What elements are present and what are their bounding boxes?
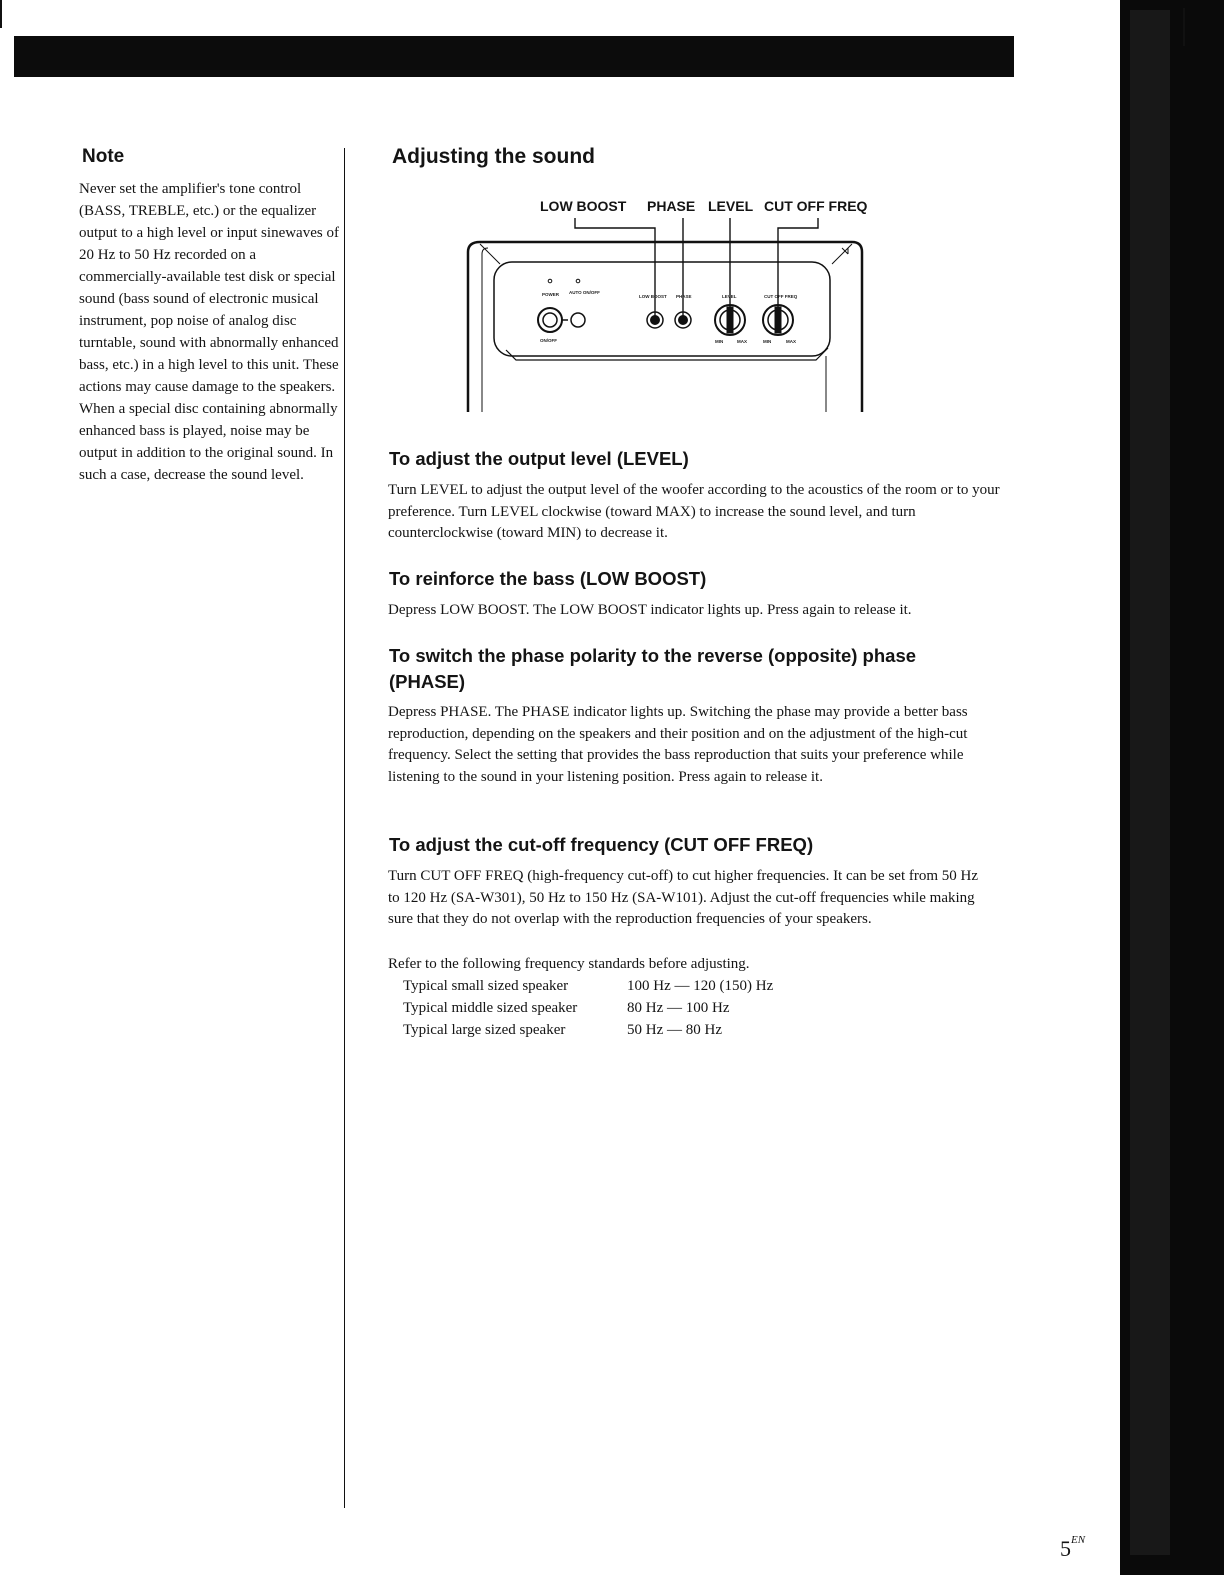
panel-label-min-2: MIN [763,339,772,344]
panel-label-power: POWER [542,292,560,297]
crop-mark [0,0,2,28]
header-bar [14,36,1014,77]
section-text-low-boost: Depress LOW BOOST. The LOW BOOST indicator lights up. Press again to release it. [388,602,912,618]
frequency-table [403,975,773,1041]
section-title-level: To adjust the output level (LEVEL) [389,448,689,469]
frequency-range: 80 Hz — 100 Hz [627,1000,730,1016]
panel-label-max: MAX [737,339,747,344]
section-text-phase: Depress PHASE. The PHASE indicator lights up. Switching the phase may provide a better bass reproduction, depending on the speakers and their position and on the adjustment of the high-cut frequency. Select the setting that provides the bass reproduction that suits your preference while listening to the sound in your listening position. Press again to release it. [388,704,968,786]
control-panel-diagram [456,190,876,418]
table-row [403,1019,773,1041]
panel-label-phase: PHASE [676,294,692,299]
page-number-value: 5 [1060,1536,1071,1561]
panel-label-auto: AUTO ON/OFF [569,290,600,295]
note-text: Never set the amplifier's tone control (BASS, TREBLE, etc.) or the equalizer output to a high level or input sinewaves of 20 Hz to 50 Hz recorded on a commercially-available test disk or special sound (bass sound of electronic musical instrument, pop noise of analog disc turntable, sound with abnormally enhanced bass, etc.) in a high level to this unit. These actions may cause damage to the speakers. When a special disc containing abnormally enhanced bass is played, noise may be output in addition to the original sound. In such a case, decrease the sound level. [79,181,339,483]
edge-strip-inner [1130,10,1170,1555]
crop-mark-right [1183,8,1185,46]
note-title: Note [82,146,125,167]
panel-label-min: MIN [715,339,724,344]
page-number-suffix: EN [1071,1534,1086,1546]
frequency-range: 100 Hz — 120 (150) Hz [627,978,774,994]
panel-label-cut-off: CUT OFF FREQ [764,294,798,299]
column-divider [344,148,345,1508]
speaker-type: Typical small sized speaker [403,978,569,994]
callout-low-boost: LOW BOOST [540,198,627,214]
callout-phase: PHASE [647,198,696,214]
section-text-cut-off: Turn CUT OFF FREQ (high-frequency cut-off) to cut higher frequencies. It can be set from 50 Hz to 120 Hz (SA-W301), 50 Hz to 150 Hz (SA-W101). Adjust the cut-off frequencies while making sure that they do not overlap with the reproduction frequencies of your speakers. [388,868,979,928]
panel-label-level: LEVEL [722,294,737,299]
section-title-phase: To switch the phase polarity to the reverse (opposite) phase (PHASE) [389,645,917,692]
section-text-level: Turn LEVEL to adjust the output level of the woofer according to the acoustics of the room or to your preference. Turn LEVEL clockwise (toward MAX) to increase the sound level, and turn counterclockwise (toward MIN) to decrease it. [388,482,1000,542]
table-row [403,997,773,1019]
speaker-type: Typical large sized speaker [403,1022,566,1038]
panel-label-on-off: ON/OFF [540,338,557,343]
frequency-range: 50 Hz — 80 Hz [627,1022,722,1038]
speaker-type: Typical middle sized speaker [403,1000,578,1016]
section-title-low-boost: To reinforce the bass (LOW BOOST) [389,568,707,589]
callout-cut-off-freq: CUT OFF FREQ [764,198,868,214]
page-title: Adjusting the sound [392,145,595,168]
page-number [1060,1536,1085,1562]
section-intro-cut-off: Refer to the following frequency standards before adjusting. [388,956,750,972]
panel-label-low-boost: LOW BOOST [639,294,667,299]
section-title-cut-off: To adjust the cut-off frequency (CUT OFF FREQ) [389,834,814,855]
panel-label-max-2: MAX [786,339,796,344]
table-row [403,975,773,997]
callout-level: LEVEL [708,198,754,214]
